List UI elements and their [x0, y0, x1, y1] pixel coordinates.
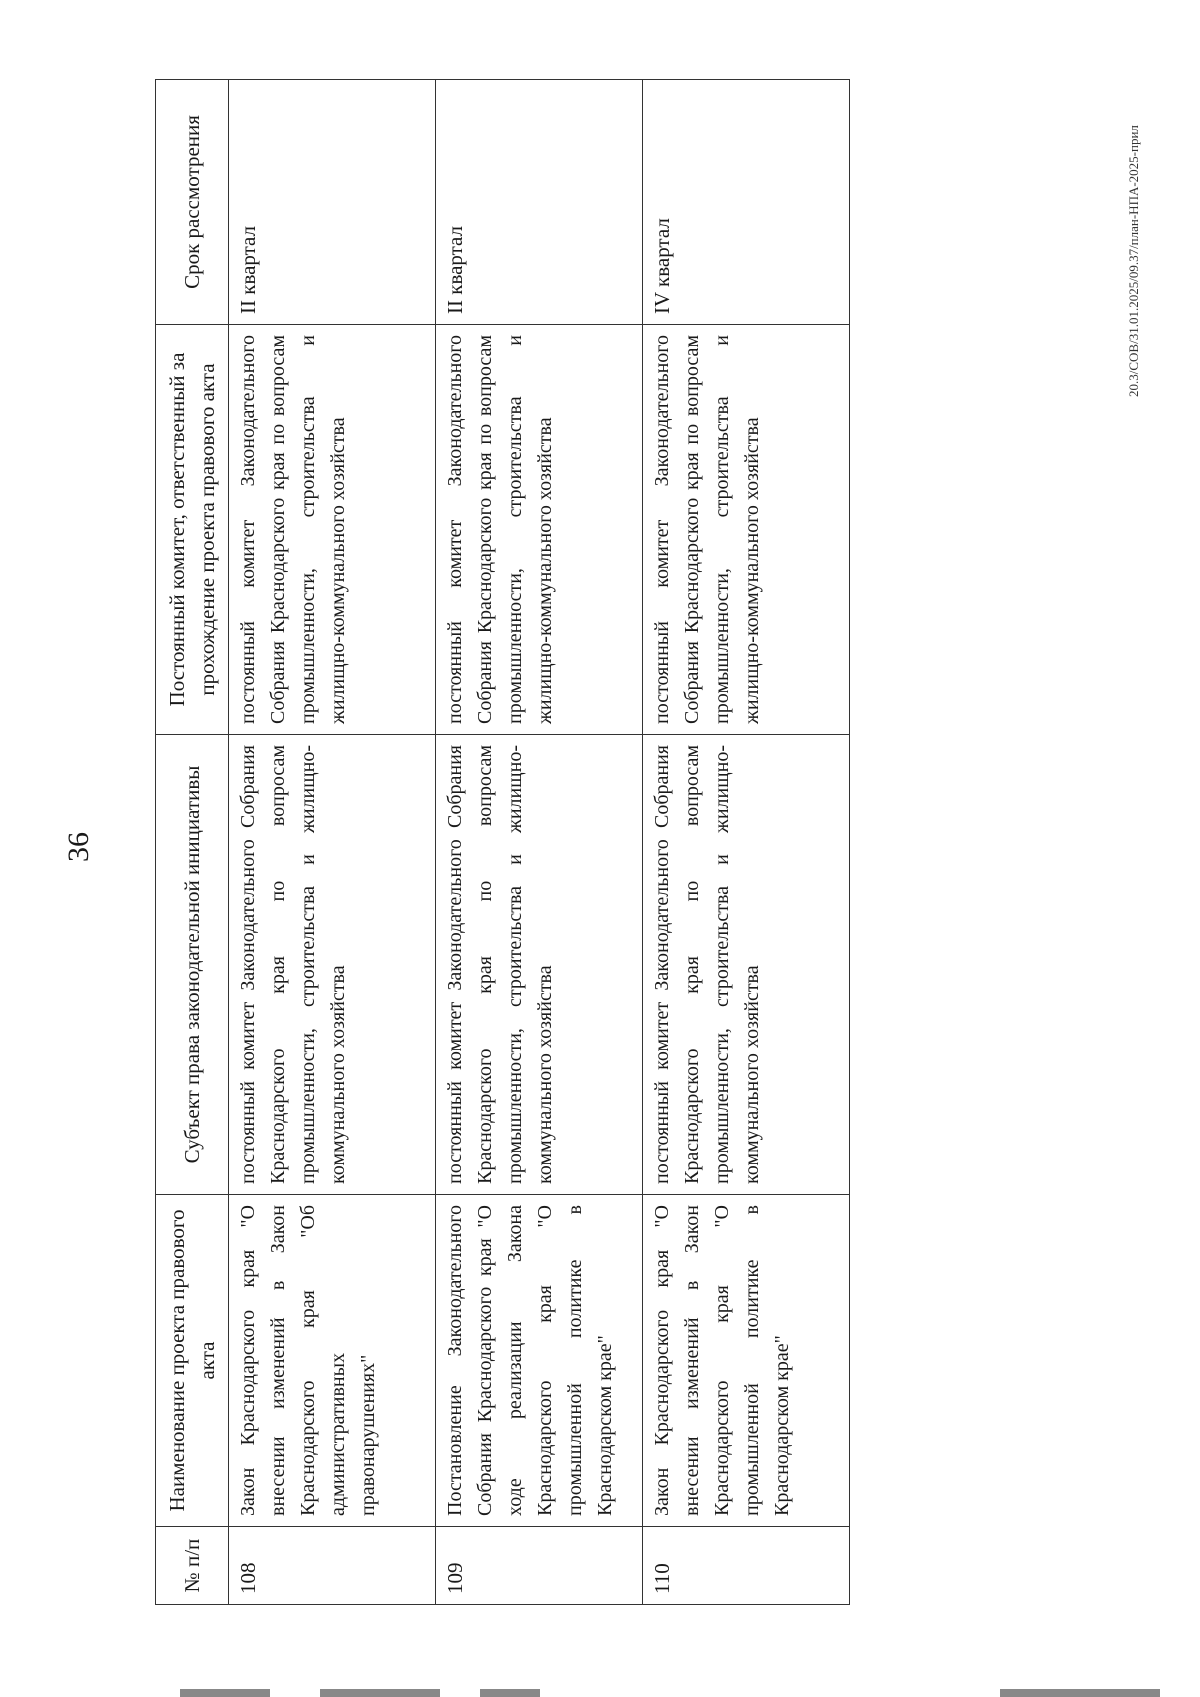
row-committee: постоянный комитет Законодательного Собрания Краснодарского края по вопросам промышленности, строительства и жилищно-коммунального хозяйства	[229, 325, 436, 735]
row-subject: постоянный комитет Законодательного Собрания Краснодарского края по вопросам промышленности, строительства и жилищно-коммунального хозяйства	[643, 735, 850, 1195]
row-num: 108	[229, 1527, 436, 1605]
row-subject: постоянный комитет Законодательного Собрания Краснодарского края по вопросам промышленности, строительства и жилищно-коммунального хозяйства	[229, 735, 436, 1195]
row-num: 109	[436, 1527, 643, 1605]
row-act-name: Закон Краснодарского края "О внесении изменений в Закон Краснодарского края "Об административных правонарушениях"	[229, 1195, 436, 1527]
row-num: 110	[643, 1527, 850, 1605]
plan-table	[155, 79, 850, 1605]
row-committee: постоянный комитет Законодательного Собрания Краснодарского края по вопросам промышленности, строительства и жилищно-коммунального хозяйства	[436, 325, 643, 735]
table-row	[229, 80, 436, 1605]
row-act-name: Постановление Законодательного Собрания Краснодарского края "О ходе реализации Закона Краснодарского края "О промышленной политике в Краснодарском крае"	[436, 1195, 643, 1527]
header-committee: Постоянный комитет, ответственный за прохождение проекта правового акта	[156, 325, 229, 735]
row-term: IV квартал	[643, 80, 850, 325]
scan-edge-mark	[180, 1689, 270, 1697]
document-code: 20.3/СОВ/31.01.2025/09.37/план-НПА-2025-прил	[1126, 125, 1141, 397]
header-subject: Субъект права законодательной инициативы	[156, 735, 229, 1195]
row-committee: постоянный комитет Законодательного Собрания Краснодарского края по вопросам промышленности, строительства и жилищно-коммунального хозяйства	[643, 325, 850, 735]
table-row	[436, 80, 643, 1605]
header-name: Наименование проекта правового акта	[156, 1195, 229, 1527]
table-header-row	[156, 80, 229, 1605]
row-act-name: Закон Краснодарского края "О внесении изменений в Закон Краснодарского края "О промышленной политике в Краснодарском крае"	[643, 1195, 850, 1527]
header-term: Срок рассмотрения	[156, 80, 229, 325]
scan-edge-mark	[480, 1689, 540, 1697]
header-num: № п/п	[156, 1527, 229, 1605]
row-subject: постоянный комитет Законодательного Собрания Краснодарского края по вопросам промышленности, строительства и жилищно-коммунального хозяйства	[436, 735, 643, 1195]
scan-edge-mark	[320, 1689, 440, 1697]
table-row	[643, 80, 850, 1605]
row-term: II квартал	[229, 80, 436, 325]
page-number: 36	[62, 832, 95, 862]
scan-edge-mark	[1000, 1689, 1160, 1697]
row-term: II квартал	[436, 80, 643, 325]
